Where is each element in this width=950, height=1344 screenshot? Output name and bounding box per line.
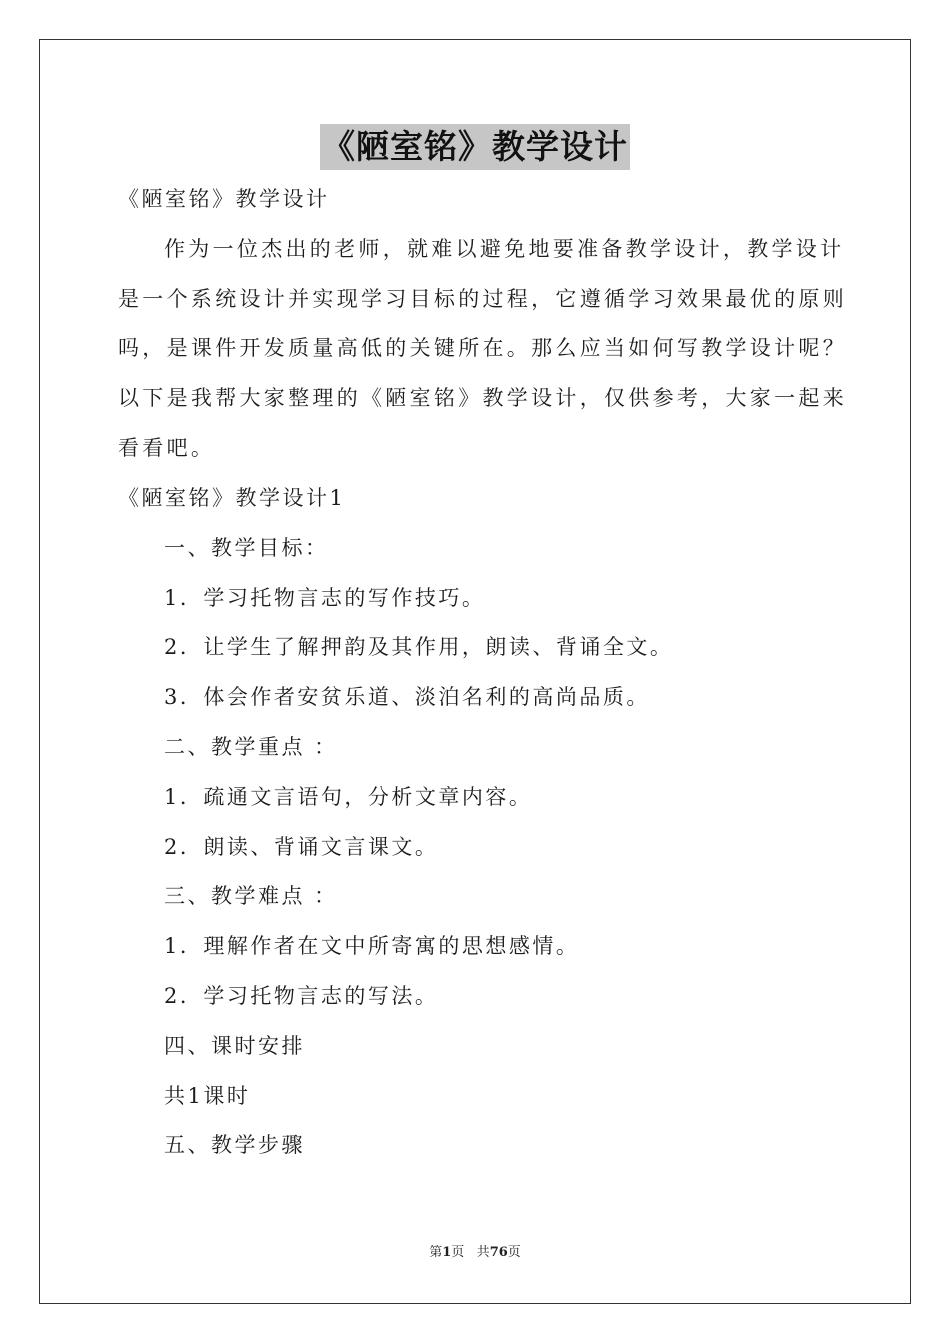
list-item: 2．朗读、背诵文言课文。 (164, 835, 439, 859)
intro-line: 以下是我帮大家整理的《陋室铭》教学设计，仅供参考，大家一起来 (118, 386, 847, 410)
subtitle: 《陋室铭》教学设计 (118, 187, 330, 211)
list-item: 3．体会作者安贫乐道、淡泊名利的高尚品质。 (164, 685, 650, 709)
list-item: 2．学习托物言志的写法。 (164, 984, 439, 1008)
section-title: 《陋室铭》教学设计1 (118, 486, 346, 510)
footer-total-pages: 76 (489, 1245, 508, 1260)
heading-difficulties: 三、教学难点 ： (164, 884, 338, 908)
heading-steps: 五、教学步骤 (164, 1133, 305, 1157)
page-border (39, 39, 911, 1304)
intro-line: 是一个系统设计并实现学习目标的过程，它遵循学习效果最优的原则 (118, 287, 847, 311)
heading-schedule: 四、课时安排 (164, 1034, 305, 1058)
footer-total-suffix: 页 (507, 1245, 521, 1260)
list-item: 1．疏通文言语句，分析文章内容。 (164, 785, 533, 809)
footer-page-prefix: 第 (429, 1245, 443, 1260)
footer-page-number: 1 (442, 1245, 452, 1260)
heading-key-points: 二、教学重点 ： (164, 735, 338, 759)
page-footer (0, 1244, 950, 1262)
footer-page-suffix: 页 (451, 1245, 465, 1260)
intro-line: 吗，是课件开发质量高低的关键所在。那么应当如何写教学设计呢？ (118, 336, 847, 360)
list-item: 2．让学生了解押韵及其作用，朗读、背诵全文。 (164, 635, 674, 659)
heading-objectives: 一、教学目标： (164, 536, 329, 560)
schedule-text: 共1课时 (164, 1084, 251, 1108)
title-container (0, 124, 950, 170)
list-item: 1．理解作者在文中所寄寓的思想感情。 (164, 934, 580, 958)
footer-total-prefix: 共 (476, 1245, 490, 1260)
list-item: 1．学习托物言志的写作技巧。 (164, 586, 486, 610)
intro-line: 看看吧。 (118, 436, 216, 460)
intro-line: 作为一位杰出的老师，就难以避免地要准备教学设计，教学设计 (164, 237, 845, 261)
document-title: 《陋室铭》教学设计 (320, 124, 630, 170)
